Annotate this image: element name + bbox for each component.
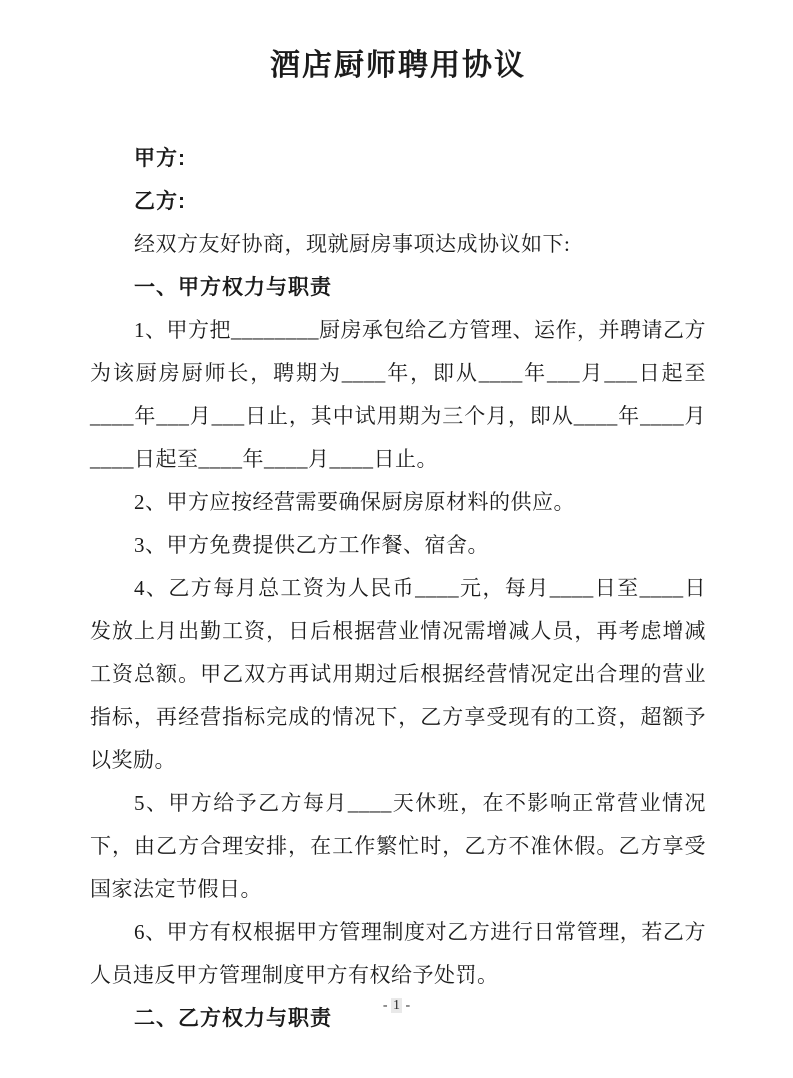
document-title	[90, 40, 706, 92]
page-footer	[0, 998, 793, 1014]
clause-1: 1、甲方把________厨房承包给乙方管理、运作，并聘请乙方为该厨房厨师长，聘期为____年，即从____年___月___日起至____年___月___日止，其中试用期为三个月，即从____年____月____日起至____年____月____日止。	[90, 318, 706, 471]
clause-4: 4、乙方每月总工资为人民币____元，每月____日至____日发放上月出勤工资，日后根据营业情况需增减人员，再考虑增减工资总额。甲乙双方再试用期过后根据经营情况定出合理的营业指标，再经营指标完成的情况下，乙方享受现有的工资，超额予以奖励。	[90, 576, 706, 772]
party-a-label: 甲方:	[134, 147, 186, 170]
section-1-heading: 一、甲方权力与职责	[134, 276, 332, 299]
document-title-text: 酒店厨师聘用协议	[270, 49, 526, 82]
clause-2: 2、甲方应按经营需要确保厨房原材料的供应。	[134, 490, 575, 514]
intro-paragraph: 经双方友好协商，现就厨房事项达成协议如下:	[134, 232, 571, 256]
section-2-heading: 二、乙方权力与职责	[134, 1007, 332, 1030]
party-b-label: 乙方:	[134, 190, 186, 213]
clause-3: 3、甲方免费提供乙方工作餐、宿舍。	[134, 533, 489, 557]
clause-5: 5、甲方给予乙方每月____天休班，在不影响正常营业情况下，由乙方合理安排，在工作繁忙时，乙方不准休假。乙方享受国家法定节假日。	[90, 791, 706, 901]
clause-6: 6、甲方有权根据甲方管理制度对乙方进行日常管理，若乙方人员违反甲方管理制度甲方有权给予处罚。	[90, 920, 706, 987]
page-number-prefix: -	[382, 998, 391, 1013]
page-number: 1	[393, 998, 400, 1013]
document-body	[90, 40, 706, 1040]
page-number-suffix: -	[402, 998, 411, 1013]
